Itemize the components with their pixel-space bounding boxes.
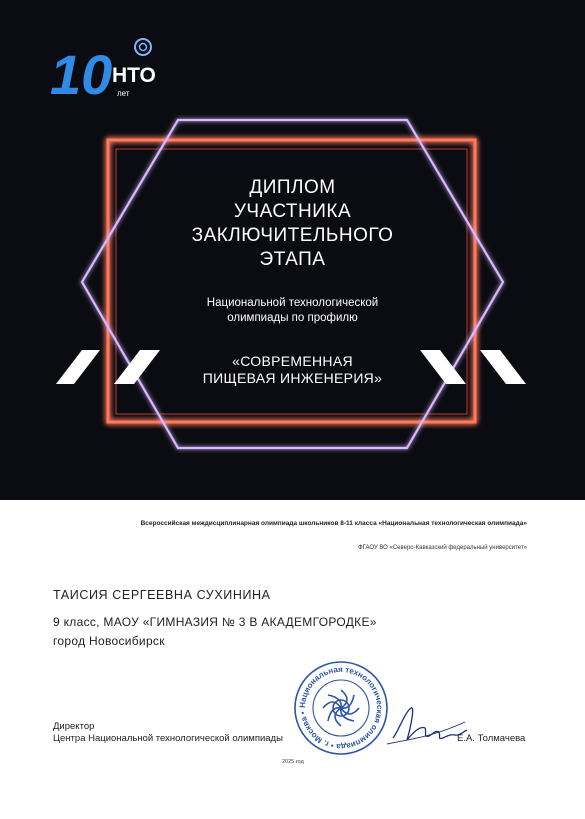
left-chevron-1 (56, 350, 100, 384)
purple-hexagon-frame (82, 120, 503, 448)
subtitle-line: Национальной технологической (206, 297, 379, 309)
olympiad-profile (160, 353, 425, 387)
stamp-emblem-icon (323, 690, 359, 726)
signer-name: Е.А. Толмачева (457, 733, 526, 744)
nto-logo (50, 34, 190, 100)
organizer-line-1: Всероссийская междисциплинарная олимпиада школьников 8-11 класса «Национальная технологическая олимпиада» (140, 520, 527, 527)
title-line: ЗАКЛЮЧИТЕЛЬНОГО (191, 225, 394, 246)
official-stamp (293, 660, 389, 756)
stamp-text: Национальная технологическая олимпиада • г. Москва • (297, 664, 385, 752)
logo-text: НТО (112, 64, 156, 87)
diploma-year: 2025 год (282, 759, 304, 765)
director-title: Директор (53, 721, 95, 732)
profile-line: «СОВРЕМЕННАЯ (232, 353, 353, 369)
logo-emblem-icon (135, 39, 151, 55)
logo-years: лет (117, 89, 130, 98)
title-line: ДИПЛОМ (249, 177, 336, 198)
diploma-title (140, 176, 445, 272)
svg-text:10: 10 (50, 43, 113, 100)
profile-line: ПИЩЕВАЯ ИНЖЕНЕРИЯ» (202, 370, 383, 386)
organizer-line-2: ФГАОУ ВО «Северо-Кавказский федеральный университет» (358, 545, 527, 551)
right-chevron-1 (420, 350, 466, 384)
title-line: УЧАСТНИКА (233, 201, 352, 222)
director-organization: Центра Национальной технологической олимпиады (53, 733, 283, 744)
participant-school: 9 класс, МАОУ «ГИМНАЗИЯ № 3 В АКАДЕМГОРОДКЕ» (53, 615, 377, 629)
participant-name: ТАИСИЯ СЕРГЕЕВНА СУХИНИНА (53, 588, 271, 602)
right-chevron-2 (480, 350, 526, 384)
diploma-subtitle (170, 296, 415, 326)
left-chevron-2 (114, 350, 160, 384)
subtitle-line: олимпиады по профилю (227, 312, 358, 324)
title-line: ЭТАПА (259, 249, 326, 270)
participant-city: город Новосибирск (53, 634, 165, 648)
